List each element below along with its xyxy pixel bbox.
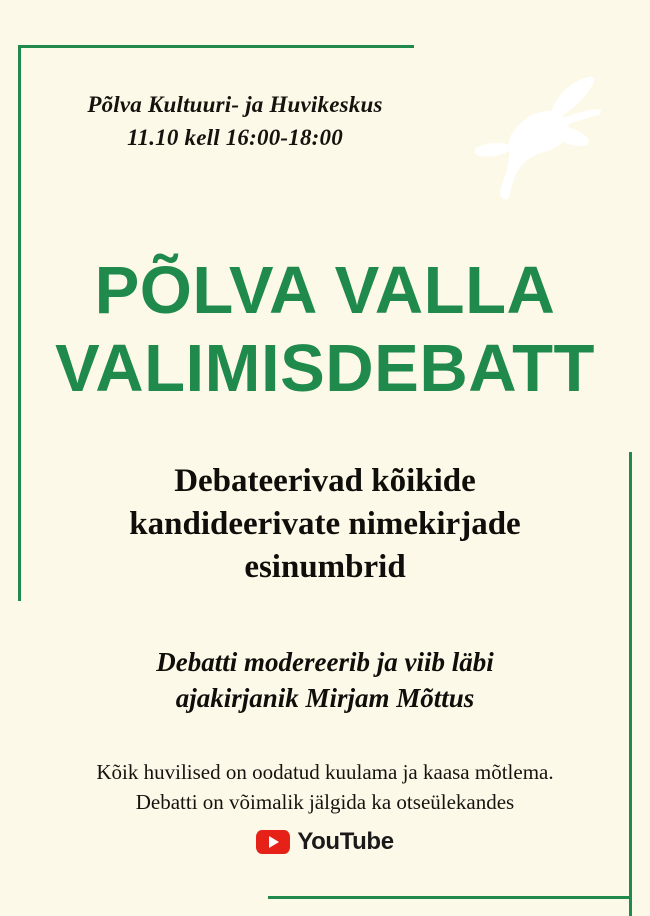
venue-datetime: 11.10 kell 16:00-18:00 — [127, 125, 343, 151]
youtube-play-icon — [256, 830, 290, 854]
youtube-label: YouTube — [297, 828, 394, 855]
subheading-line-3: esinumbrid — [244, 548, 406, 585]
venue-block — [0, 88, 470, 155]
attendance-note — [0, 758, 650, 818]
moderator-line-2: ajakirjanik Mirjam Mõttus — [175, 683, 475, 714]
youtube-badge[interactable] — [0, 828, 650, 856]
frame-line-bottom — [268, 896, 632, 899]
subheading-line-2: kandideerivate nimekirjade — [129, 505, 521, 542]
frame-line-top — [18, 45, 414, 48]
venue-place: Põlva Kultuuri- ja Huvikeskus — [87, 92, 383, 117]
moderator-line-1: Debatti modereerib ja viib läbi — [156, 647, 494, 677]
subheading — [0, 460, 650, 589]
subheading-line-1: Debateerivad kõikide — [174, 463, 476, 499]
hummingbird-icon — [452, 70, 602, 210]
moderator-note — [0, 644, 650, 717]
attendance-note-line-2: Debatti on võimalik jälgida ka otseülekandes — [135, 789, 515, 814]
headline-line-1: PÕLVA VALLA — [94, 253, 556, 328]
attendance-note-line-1: Kõik huvilised on oodatud kuulama ja kaasa mõtlema. — [96, 760, 554, 784]
headline-line-2: VALIMISDEBATT — [55, 331, 595, 407]
page-title — [0, 252, 650, 409]
